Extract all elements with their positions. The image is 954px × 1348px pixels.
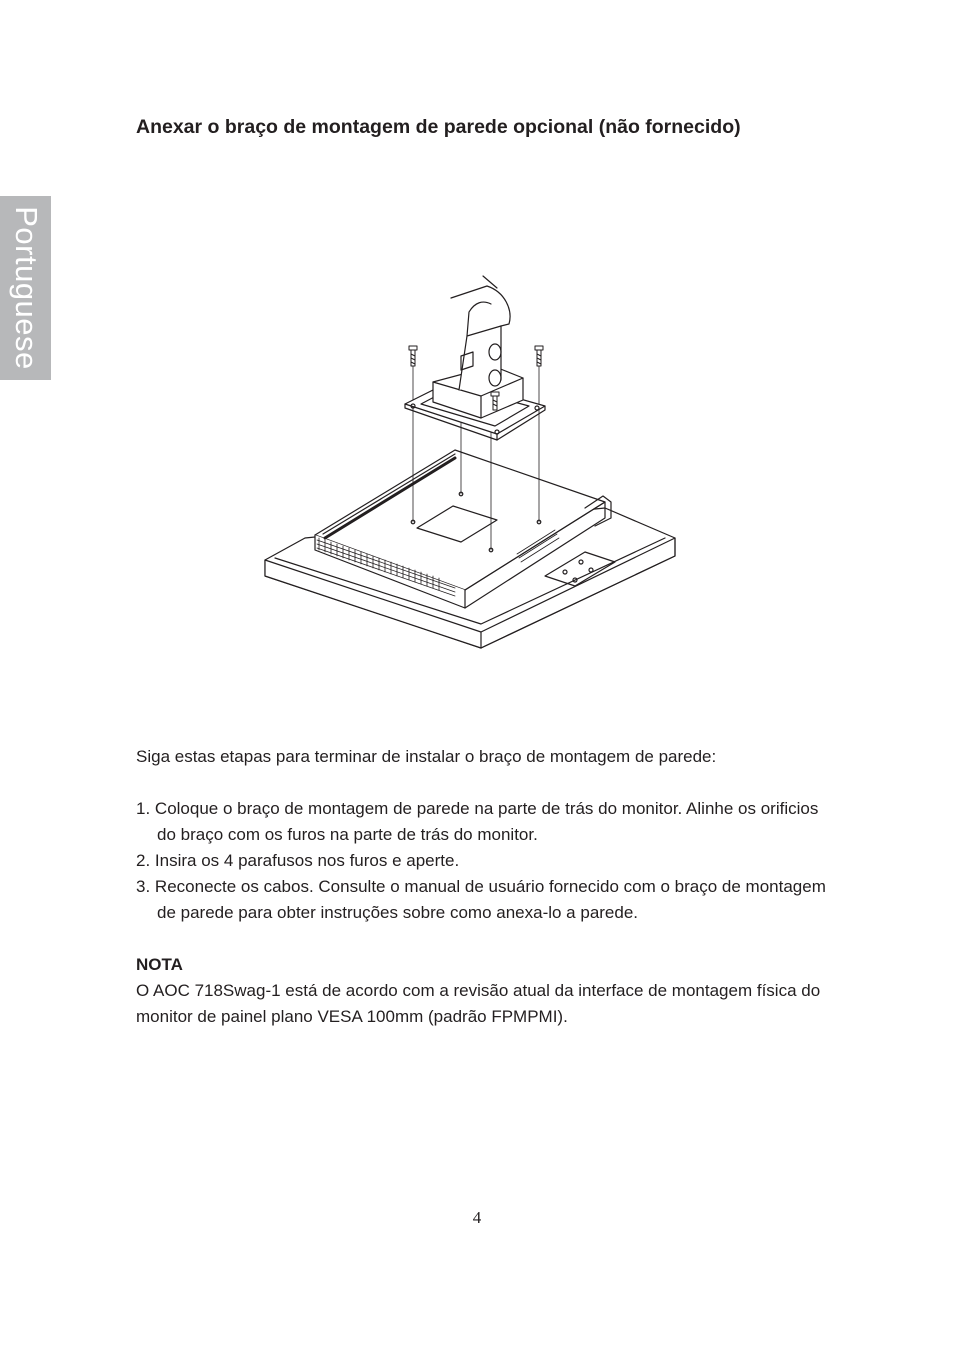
steps-list xyxy=(136,796,826,926)
wall-mount-installation-illustration xyxy=(255,270,685,670)
instructions xyxy=(136,744,826,1030)
mount-arm-illustration xyxy=(433,276,523,418)
list-item: 3. Reconecte os cabos. Consulte o manual de usuário fornecido com o braço de montagem de parede para obter instruções sobre como anexa-lo a parede. xyxy=(136,877,826,922)
monitor-back-illustration xyxy=(265,450,675,648)
list-item: 2. Insira os 4 parafusos nos furos e aperte. xyxy=(136,851,460,870)
page-number: 4 xyxy=(472,1208,482,1227)
language-tab-label: Portuguese xyxy=(8,206,44,370)
language-side-tab xyxy=(0,196,51,380)
list-item: 1. Coloque o braço de montagem de parede na parte de trás do monitor. Alinhe os orificios do braço com os furos na parte de trás do monitor. xyxy=(136,799,819,844)
note-text: O AOC 718Swag-1 está de acordo com a revisão atual da interface de montagem física do monitor de painel plano VESA 100mm (padrão FPMPMI). xyxy=(136,981,821,1026)
intro-text: Siga estas etapas para terminar de instalar o braço de montagem de parede: xyxy=(136,747,717,766)
note-heading: NOTA xyxy=(136,955,183,974)
page-title: Anexar o braço de montagem de parede opcional (não fornecido) xyxy=(136,116,741,138)
